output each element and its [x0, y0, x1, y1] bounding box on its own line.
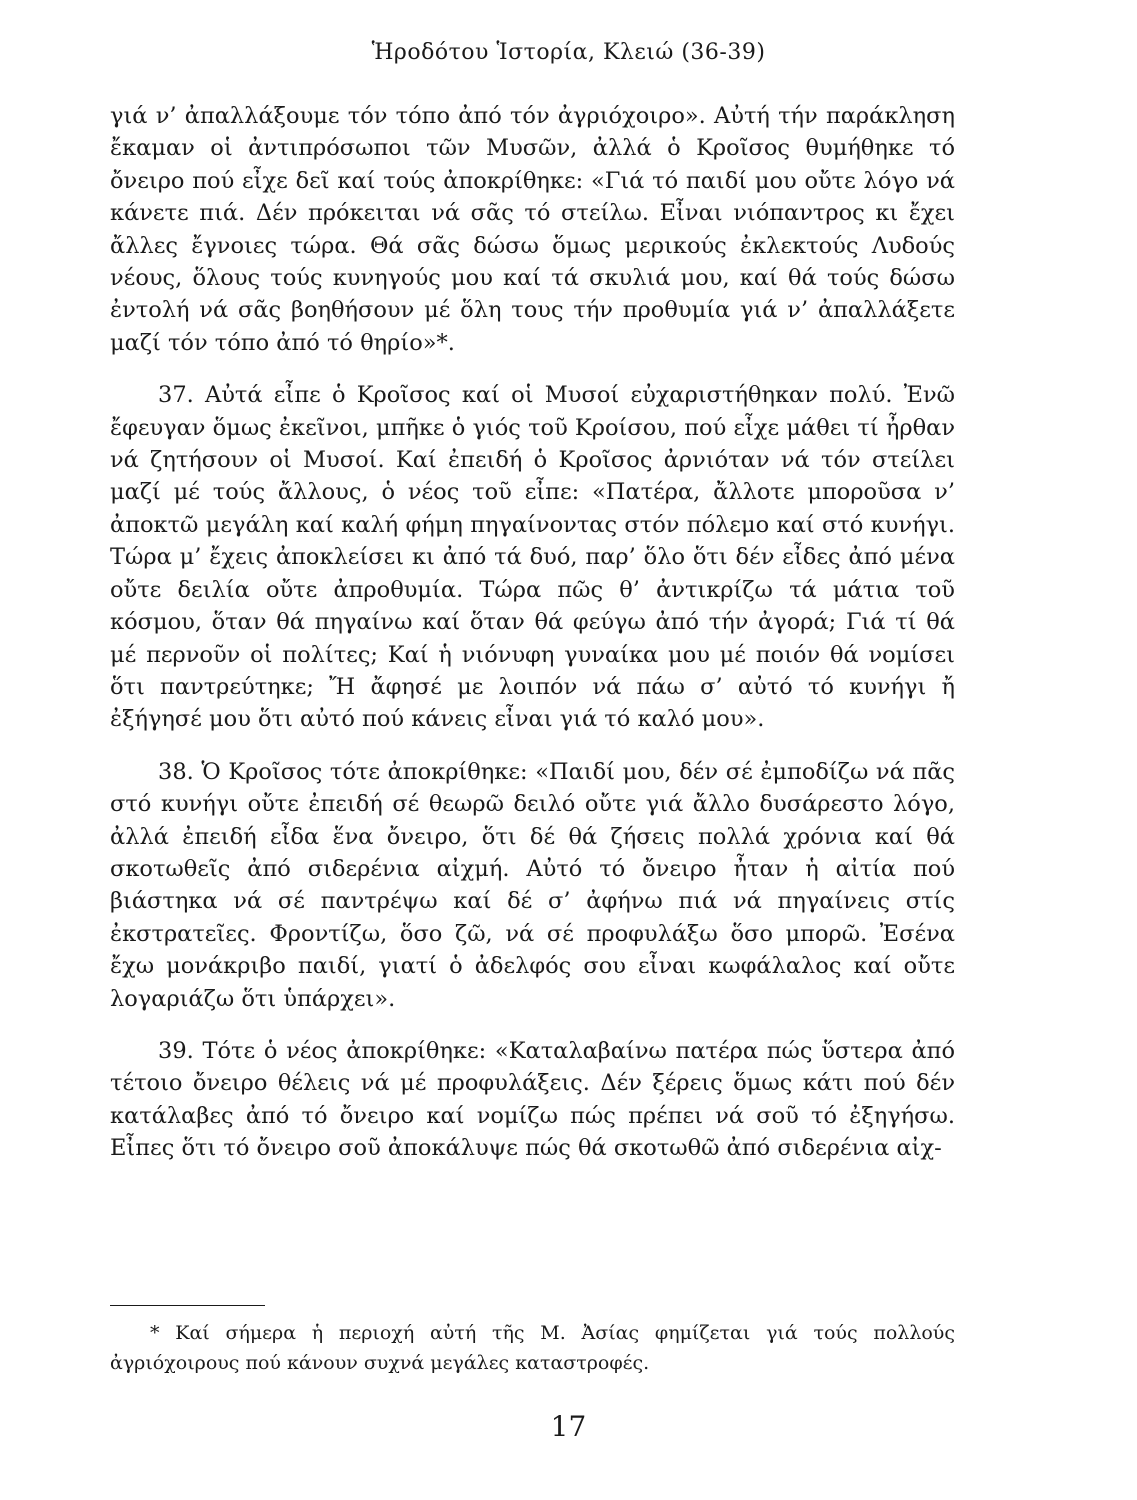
paragraph-intro: γιά ν’ ἀπαλλάξουμε τόν τόπο ἀπό τόν ἀγριόχοιρο». Αὐτή τήν παράκληση ἔκαμαν οἱ ἀντιπρόσωποι τῶν Μυσῶν, ἀλλά ὁ Κροῖσος θυμήθηκε τό ὄνειρο πού εἶχε δεῖ καί τούς ἀποκρίθηκε: «Γιά τό παιδί μου οὔτε λόγο νά κάνετε πιά. Δέν πρόκειται νά σᾶς τό στείλω. Εἶναι νιόπαντρος κι ἔχει ἄλλες ἔγνοιες τώρα. Θά σᾶς δώσω ὅμως μερικούς ἐκλεκτούς Λυδούς νέους, ὅλους τούς κυνηγούς μου καί τά σκυλιά μου, καί θά τούς δώσω ἐντολή νά σᾶς βοηθήσουν μέ ὅλη τους τήν προθυμία γιά ν’ ἀπαλλάξετε μαζί τόν τόπο ἀπό τό θηρίο»*.	[110, 103, 955, 356]
running-header: Ἡροδότου Ἱστορία, Κλειώ (36-39)	[371, 40, 766, 65]
paragraph-38: 38. Ὁ Κροῖσος τότε ἀποκρίθηκε: «Παιδί μου, δέν σέ ἐμποδίζω νά πᾶς στό κυνήγι οὔτε ἐπειδή σέ θεωρῶ δειλό οὔτε γιά ἄλλο δυσάρεστο λόγο, ἀλλά ἐπειδή εἶδα ἕνα ὄνειρο, ὅτι δέ θά ζήσεις πολλά χρόνια καί θά σκοτωθεῖς ἀπό σιδερένια αἰχμή. Αὐτό τό ὄνειρο ἦταν ἡ αἰτία πού βιάστηκα νά σέ παντρέψω καί δέ σ’ ἀφήνω πιά νά πηγαίνεις στίς ἐκστρατεῖες. Φροντίζω, ὅσο ζῶ, νά σέ προφυλάξω ὅσο μπορῶ. Ἐσένα ἔχω μονάκριβο παιδί, γιατί ὁ ἀδελφός σου εἶναι κωφάλαλος καί οὔτε λογαριάζω ὅτι ὑπάρχει».	[110, 758, 955, 1012]
page-number: 17	[550, 1410, 587, 1443]
paragraph-39: 39. Τότε ὁ νέος ἀποκρίθηκε: «Καταλαβαίνω πατέρα πώς ὕστερα ἀπό τέτοιο ὄνειρο θέλεις νά μέ προφυλάξεις. Δέν ξέρεις ὅμως κάτι πού δέν κατάλαβες ἀπό τό ὄνειρο καί νομίζω πώς πρέπει νά σοῦ τό ἐξηγήσω. Εἶπες ὅτι τό ὄνειρο σοῦ ἀποκάλυψε πώς θά σκοτωθῶ ἀπό σιδερένια αἰχ-	[110, 1037, 955, 1162]
footnote-divider	[110, 1305, 265, 1306]
main-text	[110, 100, 955, 1165]
paragraph-37: 37. Αὐτά εἶπε ὁ Κροῖσος καί οἱ Μυσοί εὐχαριστήθηκαν πολύ. Ἐνῶ ἔφευγαν ὅμως ἐκεῖνοι, μπῆκε ὁ γιός τοῦ Κροίσου, πού εἶχε μάθει τί ἦρθαν νά ζητήσουν οἱ Μυσοί. Καί ἐπειδή ὁ Κροῖσος ἀρνιόταν νά τόν στείλει μαζί μέ τούς ἄλλους, ὁ νέος τοῦ εἶπε: «Πατέρα, ἄλλοτε μποροῦσα ν’ ἀποκτῶ μεγάλη καί καλή φήμη πηγαίνοντας στόν πόλεμο καί στό κυνήγι. Τώρα μ’ ἔχεις ἀποκλείσει κι ἀπό τά δυό, παρ’ ὅλο ὅτι δέν εἶδες ἀπό μένα οὔτε δειλία οὔτε ἀπροθυμία. Τώρα πῶς θ’ ἀντικρίζω τά μάτια τοῦ κόσμου, ὅταν θά πηγαίνω καί ὅταν θά φεύγω ἀπό τήν ἀγορά; Γιά τί θά μέ περνοῦν οἱ πολίτες; Καί ἡ νιόνυφη γυναίκα μου μέ ποιόν θά νομίσει ὅτι παντρεύτηκε; Ἤ ἄφησέ με λοιπόν νά πάω σ’ αὐτό τό κυνήγι ἤ ἐξήγησέ μου ὅτι αὐτό πού κάνεις εἶναι γιά τό καλό μου».	[110, 382, 955, 733]
footnote: * Καί σήμερα ἡ περιοχή αὐτή τῆς Μ. Ἀσίας φημίζεται γιά τούς πολλούς ἀγριόχοιρους πού κάνουν συχνά μεγάλες καταστροφές.	[110, 1322, 955, 1374]
